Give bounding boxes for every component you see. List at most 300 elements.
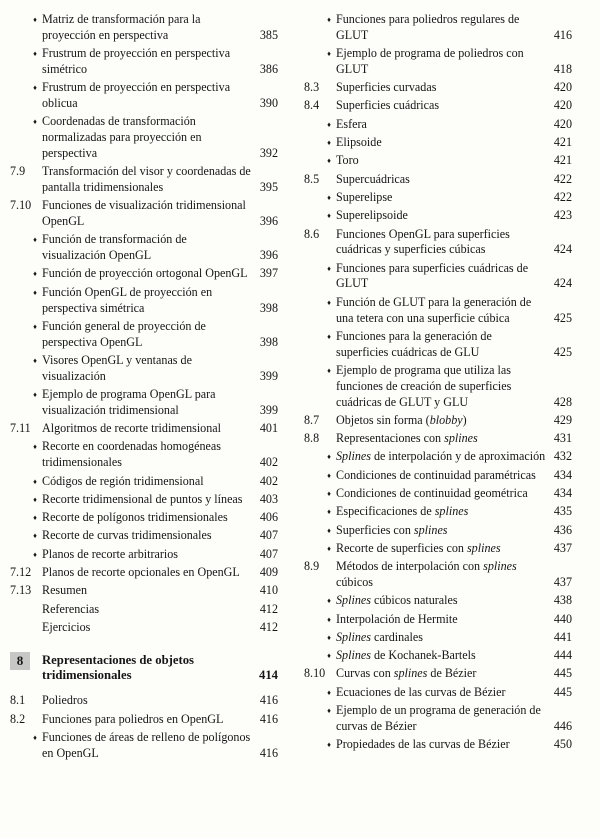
bullet-diamond-icon: ♦: [327, 507, 331, 517]
toc-entry: [10, 114, 278, 161]
toc-entry: [304, 12, 572, 44]
entry-title-text: de Bézier: [427, 666, 477, 681]
entry-gutter: [304, 523, 336, 539]
entry-gutter: [304, 295, 336, 311]
bullet-diamond-icon: ♦: [327, 452, 331, 462]
entry-page-number: 406: [259, 510, 278, 525]
entry-page-number: 401: [259, 421, 278, 436]
toc-entry: [304, 630, 572, 646]
entry-title-text: Ejemplo de un programa de generación de curvas de Bézier: [336, 703, 541, 733]
entry-title-text: Propiedades de las curvas de Bézier: [336, 737, 510, 752]
entry-title: [336, 261, 546, 293]
toc-entry: [304, 648, 572, 664]
entry-title: [42, 492, 252, 508]
entry-page-number: 450: [553, 737, 572, 752]
toc-entry: [304, 80, 572, 96]
entry-title: [336, 648, 546, 664]
entry-gutter: [10, 387, 42, 403]
bullet-diamond-icon: ♦: [33, 732, 37, 742]
entry-page-number: 398: [259, 300, 278, 315]
toc-entry: [10, 353, 278, 385]
toc-entry: [10, 712, 278, 728]
entry-title: [42, 46, 252, 78]
entry-page-number: 434: [553, 467, 572, 482]
entry-page-number: 416: [259, 745, 278, 760]
toc-entry: [304, 593, 572, 609]
entry-title-text: Función general de proyección de perspectiva OpenGL: [42, 318, 206, 349]
toc-entry: [304, 135, 572, 151]
bullet-diamond-icon: ♦: [33, 494, 37, 504]
entry-page-number: 444: [553, 648, 572, 663]
entry-page-number: 424: [553, 276, 572, 291]
entry-title: [336, 449, 546, 465]
section-number: 8.5: [304, 171, 320, 186]
bullet-diamond-icon: ♦: [33, 549, 37, 559]
toc-entry: [10, 547, 278, 563]
entry-title-text: Frustrum de proyección en perspectiva oblicua: [42, 80, 231, 110]
entry-page-number: 416: [259, 693, 278, 708]
toc-column-left: [10, 12, 278, 764]
entry-title: [42, 730, 252, 762]
entry-title: [42, 439, 252, 471]
entry-title: [336, 46, 546, 78]
bullet-diamond-icon: ♦: [327, 192, 331, 202]
toc-entry: [10, 492, 278, 508]
entry-title: [42, 164, 252, 196]
entry-title: [336, 295, 546, 327]
entry-page-number: 428: [553, 394, 572, 409]
entry-title-text: Supercuádricas: [336, 171, 410, 186]
bullet-diamond-icon: ♦: [327, 543, 331, 553]
toc-chapter-entry: [10, 653, 278, 685]
entry-gutter: [304, 117, 336, 133]
toc-entry: [10, 319, 278, 351]
section-number: 8.6: [304, 226, 320, 241]
entry-page-number: 420: [553, 80, 572, 95]
entry-title: [42, 712, 252, 728]
section-number: 7.10: [10, 198, 32, 213]
entry-title-italic: Splines: [336, 629, 371, 644]
section-number: 7.12: [10, 565, 32, 579]
toc-entry: [304, 329, 572, 361]
entry-title-text: Coordenadas de transformación normalizadas para proyección en perspectiva: [42, 114, 202, 160]
entry-page-number: 420: [553, 98, 572, 113]
entry-gutter: [304, 612, 336, 628]
bullet-diamond-icon: ♦: [33, 235, 37, 245]
bullet-diamond-icon: ♦: [327, 614, 331, 624]
entry-title: [42, 583, 252, 599]
entry-gutter: [10, 510, 42, 526]
entry-gutter: [10, 565, 42, 581]
entry-title-text: Planos de recorte opcionales en OpenGL: [42, 565, 240, 579]
section-number: 7.9: [10, 164, 26, 179]
bullet-diamond-icon: ♦: [327, 740, 331, 750]
toc-entry: [10, 164, 278, 196]
entry-title-text: Representaciones con: [336, 431, 445, 446]
entry-title: [42, 474, 252, 490]
entry-title-italic: Splines: [336, 593, 371, 608]
entry-page-number: 446: [553, 718, 572, 733]
entry-title: [336, 431, 546, 447]
entry-page-number: 418: [553, 61, 572, 76]
entry-gutter: [304, 593, 336, 609]
entry-gutter: [304, 46, 336, 62]
entry-title: [336, 504, 546, 520]
toc-entry: [10, 12, 278, 44]
entry-gutter: [304, 685, 336, 701]
entry-page-number: 414: [258, 668, 278, 683]
bullet-diamond-icon: ♦: [327, 138, 331, 148]
entry-title-text: Elipsoide: [336, 135, 382, 150]
entry-title: [336, 153, 546, 169]
entry-title-text: Funciones para la generación de superficies cuádricas de GLU: [336, 328, 492, 359]
toc-entry: [304, 227, 572, 259]
bullet-diamond-icon: ♦: [33, 321, 37, 331]
entry-title-italic: splines: [483, 559, 517, 574]
entry-page-number: 423: [553, 208, 572, 223]
entry-page-number: 416: [553, 27, 572, 42]
entry-title-text: Funciones para poliedros regulares de GLUT: [336, 12, 520, 42]
entry-title-text: Esfera: [336, 116, 367, 131]
entry-gutter: [304, 190, 336, 206]
entry-gutter: [10, 583, 42, 599]
entry-page-number: 436: [553, 522, 572, 537]
entry-title-text: Función de GLUT para la generación de una tetera con una superficie cúbica: [336, 294, 532, 325]
entry-page-number: 407: [259, 528, 278, 543]
entry-page-number: 438: [553, 593, 572, 608]
entry-page-number: 409: [259, 565, 278, 579]
chapter-number-badge: 8: [10, 652, 30, 670]
entry-title-text: Algoritmos de recorte tridimensional: [42, 421, 222, 436]
entry-gutter: [304, 666, 336, 682]
entry-title-text: Superficies cuádricas: [336, 98, 440, 113]
entry-page-number: 434: [553, 486, 572, 501]
entry-gutter: [10, 46, 42, 62]
entry-page-number: 397: [259, 266, 278, 281]
entry-gutter: [304, 227, 336, 243]
entry-title-text: Recorte de superficies con: [336, 540, 467, 555]
bullet-diamond-icon: ♦: [33, 531, 37, 541]
entry-page-number: 396: [259, 248, 278, 263]
entry-title-text: cúbicos naturales: [370, 593, 458, 608]
entry-page-number: 395: [259, 179, 278, 194]
bullet-diamond-icon: ♦: [327, 297, 331, 307]
toc-entry: [304, 541, 572, 557]
entry-title: [336, 190, 546, 206]
entry-gutter: [10, 12, 42, 28]
entry-page-number: 432: [553, 449, 572, 464]
entry-title: [336, 80, 546, 96]
bullet-diamond-icon: ♦: [327, 15, 331, 24]
entry-gutter: [10, 492, 42, 508]
entry-title-italic: splines: [434, 504, 469, 519]
entry-title-text: ): [462, 412, 467, 427]
bullet-diamond-icon: ♦: [327, 156, 331, 166]
entry-page-number: 431: [553, 431, 572, 446]
toc-entry: [10, 693, 278, 709]
entry-title: [42, 602, 252, 618]
toc-entry: [304, 559, 572, 591]
entry-page-number: 416: [259, 711, 278, 726]
entry-page-number: 412: [259, 601, 278, 616]
entry-title: [42, 653, 252, 685]
entry-title-text: Recorte de curvas tridimensionales: [42, 528, 212, 543]
toc-column-right: [304, 12, 572, 764]
entry-gutter: [304, 413, 336, 429]
entry-gutter: [10, 285, 42, 301]
entry-gutter: [304, 468, 336, 484]
entry-gutter: [10, 653, 42, 670]
entry-page-number: 421: [553, 153, 572, 168]
entry-page-number: 437: [553, 575, 572, 589]
toc-entry: [304, 703, 572, 735]
toc-entry: [10, 565, 278, 581]
entry-title: [336, 666, 546, 682]
entry-title-italic: blobby: [429, 412, 463, 427]
entry-page-number: 399: [259, 402, 278, 417]
entry-gutter: [10, 353, 42, 369]
toc-entry: [304, 413, 572, 429]
toc-entry: [304, 46, 572, 78]
entry-gutter: [10, 232, 42, 248]
bullet-diamond-icon: ♦: [327, 687, 331, 697]
entry-gutter: [10, 712, 42, 728]
entry-gutter: [10, 421, 42, 437]
entry-page-number: 412: [259, 619, 278, 634]
entry-title: [42, 12, 252, 44]
entry-title-text: Función de transformación de visualización OpenGL: [42, 232, 187, 263]
entry-gutter: [10, 730, 42, 746]
entry-gutter: [304, 737, 336, 753]
bullet-diamond-icon: ♦: [33, 15, 37, 24]
toc-entry: [304, 486, 572, 502]
entry-title: [42, 198, 252, 230]
entry-page-number: 402: [259, 473, 278, 488]
entry-page-number: 392: [259, 145, 278, 160]
bullet-diamond-icon: ♦: [327, 263, 331, 273]
toc-entry: [304, 208, 572, 224]
entry-gutter: [10, 80, 42, 96]
toc-entry: [304, 172, 572, 188]
entry-title-text: Interpolación de Hermite: [336, 611, 458, 626]
entry-gutter: [304, 486, 336, 502]
entry-title-text: Curvas con: [336, 666, 394, 681]
section-number: 8.1: [10, 693, 26, 708]
toc-entry: [10, 474, 278, 490]
entry-title: [336, 12, 546, 44]
toc-entry: [10, 510, 278, 526]
entry-title: [42, 693, 252, 709]
entry-title: [336, 593, 546, 609]
section-number: 8.7: [304, 412, 320, 427]
toc-entry: [10, 528, 278, 544]
entry-title: [42, 421, 252, 437]
entry-page-number: 421: [553, 135, 572, 150]
entry-page-number: 398: [259, 334, 278, 349]
bullet-diamond-icon: ♦: [327, 119, 331, 129]
entry-title-text: Referencias: [42, 601, 100, 616]
entry-title: [336, 117, 546, 133]
entry-title-text: Planos de recorte arbitrarios: [42, 546, 179, 561]
entry-gutter: [10, 266, 42, 282]
bullet-diamond-icon: ♦: [327, 365, 331, 375]
entry-title-text: Funciones para superficies cuádricas de GLUT: [336, 260, 529, 291]
entry-page-number: 386: [259, 61, 278, 76]
entry-page-number: 403: [259, 491, 278, 506]
toc-entry: [10, 387, 278, 419]
entry-gutter: [10, 439, 42, 455]
entry-title: [336, 468, 546, 484]
entry-title-italic: splines: [413, 522, 448, 537]
toc-entry: [304, 504, 572, 520]
entry-title: [336, 98, 546, 114]
entry-page-number: 420: [553, 116, 572, 131]
entry-gutter: [304, 135, 336, 151]
entry-title: [42, 565, 252, 581]
toc-entry: [304, 685, 572, 701]
bullet-diamond-icon: ♦: [327, 651, 331, 661]
entry-title-text: Toro: [336, 153, 359, 168]
entry-title-text: de interpolación y de aproximación: [370, 449, 546, 464]
bullet-diamond-icon: ♦: [33, 269, 37, 279]
entry-title: [336, 208, 546, 224]
entry-gutter: [10, 547, 42, 563]
entry-gutter: [304, 541, 336, 557]
entry-title: [42, 114, 252, 161]
entry-title: [336, 227, 546, 259]
entry-page-number: 429: [553, 412, 572, 427]
bullet-diamond-icon: ♦: [33, 442, 37, 452]
toc-entry: [304, 431, 572, 447]
entry-title: [42, 232, 252, 264]
entry-gutter: [304, 80, 336, 96]
toc-entry: [304, 666, 572, 682]
entry-title-text: Ejercicios: [42, 619, 91, 634]
bullet-diamond-icon: ♦: [327, 632, 331, 642]
entry-title: [42, 285, 252, 317]
bullet-diamond-icon: ♦: [327, 489, 331, 499]
entry-title: [336, 685, 546, 701]
toc-entry: [10, 583, 278, 599]
entry-title-text: Superficies con: [336, 522, 414, 537]
entry-gutter: [10, 164, 42, 180]
section-number: 8.4: [304, 98, 320, 113]
section-number: 8.10: [304, 666, 326, 681]
entry-title-text: Ejemplo de programa que utiliza las funciones de creación de superficies cuádricas de GLUT y GLU: [336, 362, 512, 409]
entry-title-text: Ejemplo de programa OpenGL para visualización tridimensional: [42, 387, 216, 417]
section-number: 7.11: [10, 421, 31, 436]
entry-gutter: [304, 153, 336, 169]
entry-title: [42, 80, 252, 112]
entry-title-italic: Splines: [336, 449, 371, 464]
entry-title-text: Transformación del visor y coordenadas de pantalla tridimensionales: [42, 164, 251, 194]
entry-title: [42, 319, 252, 351]
entry-gutter: [304, 12, 336, 28]
entry-title: [336, 135, 546, 151]
entry-title-text: Ecuaciones de las curvas de Bézier: [336, 684, 506, 699]
entry-page-number: 441: [553, 629, 572, 644]
toc-entry: [304, 612, 572, 628]
entry-title-text: de Kochanek-Bartels: [370, 648, 476, 663]
entry-title: [336, 612, 546, 628]
entry-gutter: [304, 363, 336, 379]
entry-page-number: 440: [553, 611, 572, 626]
entry-title: [42, 528, 252, 544]
entry-title: [336, 172, 546, 188]
toc-entry: [304, 261, 572, 293]
entry-title-text: Funciones OpenGL para superficies cuádricas y superficies cúbicas: [336, 226, 510, 257]
entry-title-text: cúbicos: [336, 575, 373, 589]
entry-title: [336, 523, 546, 539]
entry-title-text: cardinales: [370, 629, 423, 644]
entry-title-text: Condiciones de continuidad geométrica: [336, 486, 528, 501]
entry-title: [336, 703, 546, 735]
entry-title: [42, 353, 252, 385]
toc-entry: [304, 468, 572, 484]
bullet-diamond-icon: ♦: [33, 513, 37, 523]
entry-title-text: Superelipsoide: [336, 208, 408, 223]
toc-entry: [10, 285, 278, 317]
entry-page-number: 422: [553, 189, 572, 204]
entry-title-text: Matriz de transformación para la proyección en perspectiva: [42, 12, 201, 42]
entry-gutter: [10, 528, 42, 544]
entry-gutter: [304, 208, 336, 224]
toc-entry: [10, 620, 278, 636]
toc-entry: [304, 153, 572, 169]
entry-title: [42, 620, 252, 636]
section-number: 7.13: [10, 583, 32, 598]
entry-gutter: [304, 98, 336, 114]
entry-title: [336, 486, 546, 502]
entry-title: [42, 387, 252, 419]
entry-page-number: 437: [553, 540, 572, 555]
entry-gutter: [304, 504, 336, 520]
bullet-diamond-icon: ♦: [327, 211, 331, 221]
entry-page-number: 425: [553, 310, 572, 325]
toc-entry: [304, 523, 572, 539]
entry-title-text: Ejemplo de programa de poliedros con GLUT: [336, 46, 524, 76]
toc-entry: [304, 98, 572, 114]
entry-gutter: [304, 329, 336, 345]
entry-page-number: 424: [553, 242, 572, 257]
entry-page-number: 407: [259, 546, 278, 561]
entry-title: [336, 541, 546, 557]
entry-gutter: [304, 630, 336, 646]
entry-gutter: [10, 474, 42, 490]
entry-title-text: Recorte en coordenadas homogéneas tridimensionales: [42, 439, 221, 470]
entry-title: [336, 630, 546, 646]
section-number: 8.8: [304, 431, 320, 446]
toc-entry: [10, 439, 278, 471]
entry-gutter: [304, 648, 336, 664]
bullet-diamond-icon: ♦: [33, 83, 37, 93]
section-number: 8.3: [304, 80, 320, 95]
bullet-diamond-icon: ♦: [327, 525, 331, 535]
entry-gutter: [304, 261, 336, 277]
entry-title-text: Superelipse: [336, 189, 393, 204]
entry-title: [336, 737, 546, 753]
entry-title-text: Recorte de polígonos tridimensionales: [42, 510, 228, 525]
entry-gutter: [10, 114, 42, 130]
toc-entry: [10, 46, 278, 78]
entry-gutter: [304, 431, 336, 447]
bullet-diamond-icon: ♦: [33, 390, 37, 400]
entry-gutter: [10, 319, 42, 335]
bullet-diamond-icon: ♦: [327, 470, 331, 480]
entry-title-text: Visores OpenGL y ventanas de visualización: [42, 352, 192, 383]
entry-page-number: 445: [553, 684, 572, 699]
entry-page-number: 396: [259, 214, 278, 229]
